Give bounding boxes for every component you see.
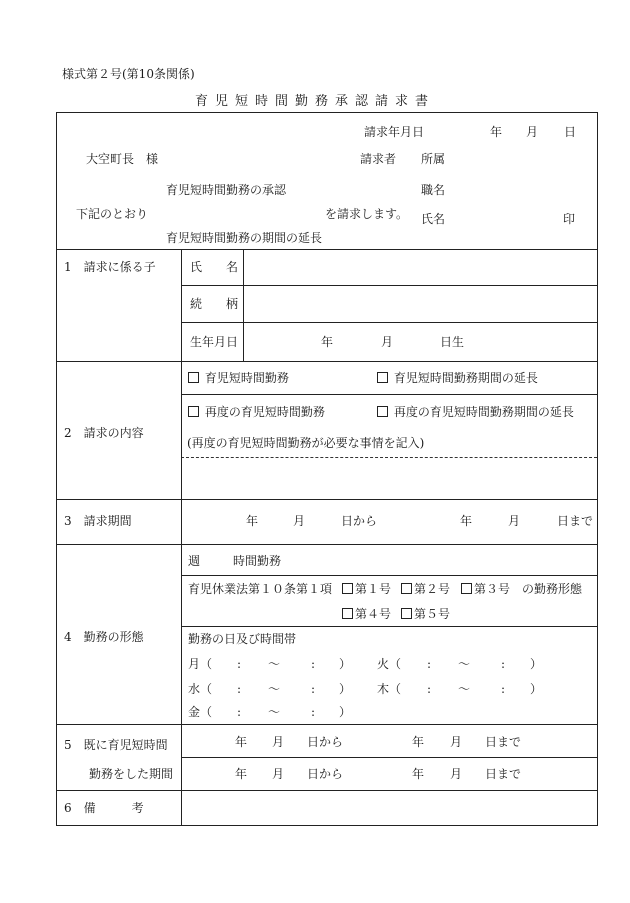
- checkbox-icon[interactable]: [342, 608, 353, 619]
- position-label: 職名: [421, 183, 446, 197]
- thursday-label: 木（: [377, 682, 402, 696]
- row-divider: [181, 757, 597, 758]
- row-divider: [181, 626, 597, 627]
- prior-month-2: 月: [450, 735, 463, 749]
- monday-label: 月（: [188, 657, 213, 671]
- prior-month-3: 月: [272, 767, 285, 781]
- period-until: 日まで: [557, 514, 594, 528]
- time-colon: :: [501, 657, 506, 671]
- time-tilde: 〜: [458, 682, 471, 696]
- relation-label: 続 柄: [190, 297, 239, 311]
- checkbox-icon[interactable]: [461, 583, 472, 594]
- suffix-text: を請求します。: [325, 207, 409, 221]
- prior-month-1: 月: [272, 735, 285, 749]
- dashed-divider: [181, 457, 597, 458]
- section1-label: 1 請求に係る子: [64, 260, 156, 274]
- law-reference: 育児休業法第１０条第１項: [188, 582, 333, 596]
- option-no4[interactable]: 第４号: [342, 608, 391, 620]
- checkbox-icon[interactable]: [377, 372, 388, 383]
- close-paren: ）: [530, 657, 543, 671]
- days-title: 勤務の日及び時間帯: [188, 632, 297, 646]
- section3-label: 3 請求期間: [64, 514, 132, 528]
- section5-label-line2: 勤務をした期間: [89, 767, 174, 781]
- option-no2[interactable]: 第２号: [401, 583, 450, 595]
- prior-from-1: 日から: [307, 735, 344, 749]
- checkbox-icon[interactable]: [401, 608, 412, 619]
- checkbox-icon[interactable]: [377, 406, 388, 417]
- prior-year-2: 年: [412, 735, 425, 749]
- approval-option: 育児短時間勤務の承認: [166, 183, 287, 197]
- row-divider: [181, 575, 597, 576]
- prior-month-4: 月: [450, 767, 463, 781]
- close-paren: ）: [339, 682, 352, 696]
- period-year-2: 年: [460, 514, 473, 528]
- form-number: 様式第２号(第10条関係): [62, 67, 195, 81]
- prefix-text: 下記のとおり: [76, 207, 149, 221]
- child-name-label: 氏 名: [190, 260, 239, 274]
- section4-label: 4 勤務の形態: [64, 630, 144, 644]
- option-no5[interactable]: 第５号: [401, 608, 450, 620]
- row-divider: [57, 790, 597, 791]
- page-title: 育児短時間勤務承認請求書: [194, 94, 435, 109]
- option-extension[interactable]: 育児短時間勤務期間の延長: [377, 372, 538, 384]
- affiliation-label: 所属: [421, 152, 446, 166]
- checkbox-icon[interactable]: [401, 583, 412, 594]
- period-month-2: 月: [508, 514, 521, 528]
- prior-year-4: 年: [412, 767, 425, 781]
- time-colon: :: [237, 682, 242, 696]
- col-divider: [181, 249, 182, 825]
- checkbox-icon[interactable]: [188, 372, 199, 383]
- option-no1[interactable]: 第１号: [342, 583, 391, 595]
- option-repeat-extension[interactable]: 再度の育児短時間勤務期間の延長: [377, 406, 574, 418]
- period-year-1: 年: [246, 514, 259, 528]
- friday-label: 金（: [188, 705, 213, 719]
- hours-label: 時間勤務: [233, 554, 282, 568]
- row-divider: [57, 249, 597, 250]
- repeat-reason-note: (再度の育児短時間勤務が必要な事情を記入): [187, 436, 425, 450]
- row-divider: [57, 499, 597, 500]
- name-label: 氏名: [421, 212, 446, 226]
- date-year: 年: [490, 125, 503, 139]
- section5-label-line1: 5 既に育児短時間: [64, 738, 168, 752]
- prior-year-1: 年: [235, 735, 248, 749]
- checkbox-icon[interactable]: [188, 406, 199, 417]
- birth-label: 生年月日: [190, 335, 239, 349]
- time-colon: :: [311, 705, 316, 719]
- birth-day: 日生: [440, 335, 465, 349]
- time-colon: :: [427, 657, 432, 671]
- close-paren: ）: [339, 705, 352, 719]
- option-no3[interactable]: 第３号: [461, 583, 510, 595]
- time-colon: :: [237, 657, 242, 671]
- row-divider: [181, 394, 597, 395]
- option-short-time-work[interactable]: 育児短時間勤務: [188, 372, 289, 384]
- extension-option: 育児短時間勤務の期間の延長: [166, 231, 323, 245]
- time-colon: :: [237, 705, 242, 719]
- time-tilde: 〜: [268, 682, 281, 696]
- close-paren: ）: [530, 682, 543, 696]
- birth-month: 月: [381, 335, 394, 349]
- birth-year: 年: [321, 335, 334, 349]
- section2-label: 2 請求の内容: [64, 426, 144, 440]
- seal-label: 印: [563, 212, 576, 226]
- checkbox-icon[interactable]: [342, 583, 353, 594]
- prior-until-2: 日まで: [485, 767, 522, 781]
- time-colon: :: [311, 682, 316, 696]
- time-tilde: 〜: [458, 657, 471, 671]
- requester-label: 請求者: [360, 152, 397, 166]
- prior-until-1: 日まで: [485, 735, 522, 749]
- addressee: 大空町長 様: [86, 152, 159, 166]
- prior-from-2: 日から: [307, 767, 344, 781]
- time-colon: :: [427, 682, 432, 696]
- date-day: 日: [564, 125, 577, 139]
- row-divider: [57, 724, 597, 725]
- date-month: 月: [526, 125, 539, 139]
- tuesday-label: 火（: [377, 657, 402, 671]
- week-label: 週: [188, 554, 201, 568]
- time-tilde: 〜: [268, 657, 281, 671]
- wednesday-label: 水（: [188, 682, 213, 696]
- close-paren: ）: [339, 657, 352, 671]
- time-tilde: 〜: [268, 705, 281, 719]
- prior-year-3: 年: [235, 767, 248, 781]
- section6-label: 6 備 考: [64, 801, 144, 815]
- period-from: 日から: [341, 514, 378, 528]
- form-suffix: の勤務形態: [522, 582, 583, 596]
- request-date-label: 請求年月日: [364, 125, 425, 139]
- time-colon: :: [311, 657, 316, 671]
- option-repeat[interactable]: 再度の育児短時間勤務: [188, 406, 325, 418]
- row-divider: [57, 544, 597, 545]
- period-month-1: 月: [293, 514, 306, 528]
- time-colon: :: [501, 682, 506, 696]
- row-divider: [57, 361, 597, 362]
- col-divider: [243, 249, 244, 361]
